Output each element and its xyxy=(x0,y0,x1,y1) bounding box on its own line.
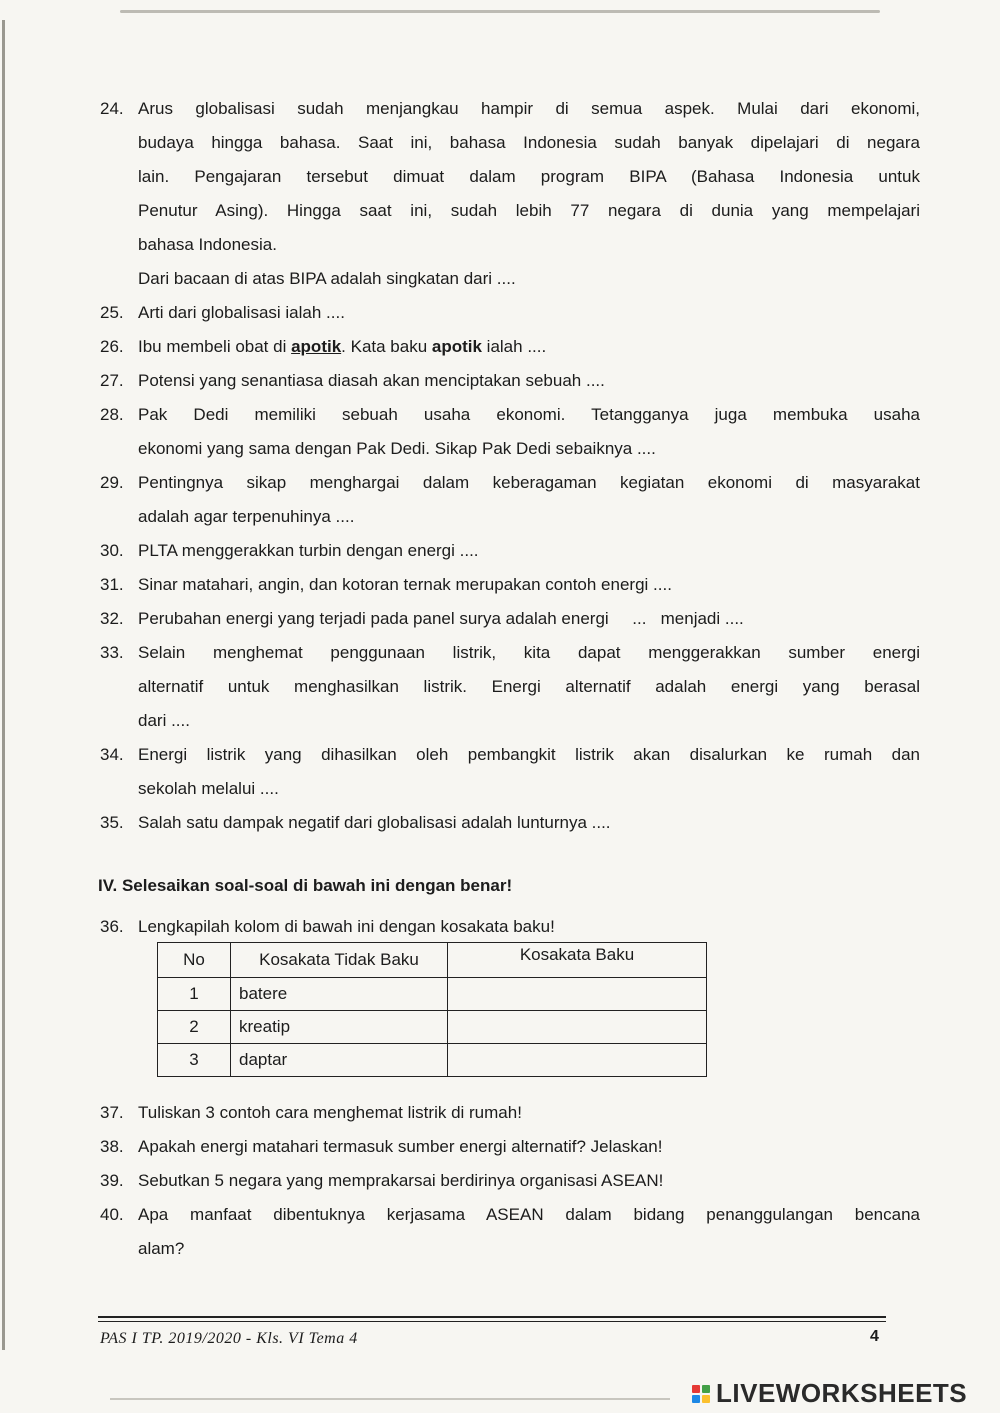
page-number: 4 xyxy=(870,1328,879,1345)
question-number: 30. xyxy=(100,541,124,560)
question-28 xyxy=(100,398,920,466)
question-number: 25. xyxy=(100,303,124,322)
non-standard-word: daptar xyxy=(231,1044,448,1077)
question-line: bahasa Indonesia. xyxy=(138,235,277,254)
question-text xyxy=(138,398,920,466)
question-line: Dari bacaan di atas BIPA adalah singkatan dari .... xyxy=(138,269,516,288)
question-line: lain. Pengajaran tersebut dimuat dalam program BIPA (Bahasa Indonesia untuk xyxy=(138,167,920,186)
question-text xyxy=(138,1096,920,1130)
question-text xyxy=(138,364,920,398)
question-40 xyxy=(100,1198,920,1266)
question-35 xyxy=(100,806,920,840)
keyword-bold: apotik xyxy=(431,337,482,356)
footer-divider xyxy=(98,1316,886,1318)
question-26 xyxy=(100,330,920,364)
question-number: 29. xyxy=(100,473,124,492)
question-32 xyxy=(100,602,920,636)
question-line: ekonomi yang sama dengan Pak Dedi. Sikap Pak Dedi sebaiknya .... xyxy=(138,439,656,458)
question-text xyxy=(138,466,920,534)
question-line: Perubahan energi yang terjadi pada panel surya adalah energi ... menjadi .... xyxy=(138,609,744,628)
question-34 xyxy=(100,738,920,806)
logo-square-green xyxy=(702,1385,710,1393)
question-line: Arus globalisasi sudah menjangkau hampir di semua aspek. Mulai dari ekonomi, xyxy=(138,99,920,118)
question-text xyxy=(138,1164,920,1198)
logo-square-yellow xyxy=(702,1395,710,1403)
non-standard-word: kreatip xyxy=(231,1011,448,1044)
question-line: sekolah melalui .... xyxy=(138,779,279,798)
table-header-row xyxy=(158,943,707,978)
row-number: 2 xyxy=(158,1011,231,1044)
question-number: 36. xyxy=(100,917,124,936)
paper-left-edge xyxy=(2,20,5,1350)
question-25 xyxy=(100,296,920,330)
column-header-no: No xyxy=(158,943,231,978)
question-line: Energi listrik yang dihasilkan oleh pembangkit listrik akan disalurkan ke rumah dan xyxy=(138,745,920,764)
question-line: Penutur Asing). Hingga saat ini, sudah lebih 77 negara di dunia yang mempelajari xyxy=(138,201,920,220)
liveworksheets-watermark xyxy=(692,1378,967,1409)
question-line: adalah agar terpenuhinya .... xyxy=(138,507,355,526)
question-number: 33. xyxy=(100,643,124,662)
logo-square-red xyxy=(692,1385,700,1393)
table-row xyxy=(158,978,707,1011)
question-number: 34. xyxy=(100,745,124,764)
row-number: 3 xyxy=(158,1044,231,1077)
question-24 xyxy=(100,92,920,296)
question-line: Sebutkan 5 negara yang memprakarsai berdirinya organisasi ASEAN! xyxy=(138,1171,664,1190)
table-row xyxy=(158,1044,707,1077)
question-39 xyxy=(100,1164,920,1198)
question-number: 32. xyxy=(100,609,124,628)
question-number: 28. xyxy=(100,405,124,424)
question-line: Tuliskan 3 contoh cara menghemat listrik di rumah! xyxy=(138,1103,522,1122)
question-text-pre: Ibu membeli obat di xyxy=(138,337,292,356)
question-list-a xyxy=(100,92,920,840)
question-list-b xyxy=(100,1096,920,1266)
question-text: Lengkapilah kolom di bawah ini dengan kosakata baku! xyxy=(138,917,555,936)
paper-bottom-edge xyxy=(110,1398,670,1400)
footer-exam-label: PAS I TP. 2019/2020 - Kls. VI Tema 4 xyxy=(100,1330,358,1347)
column-header-non-standard: Kosakata Tidak Baku xyxy=(231,943,448,978)
liveworksheets-logo-icon xyxy=(692,1385,710,1403)
question-line: Sinar matahari, angin, dan kotoran ternak merupakan contoh energi .... xyxy=(138,575,672,594)
question-number: 39. xyxy=(100,1171,124,1190)
question-line: Apakah energi matahari termasuk sumber energi alternatif? Jelaskan! xyxy=(138,1137,663,1156)
question-line: Pak Dedi memiliki sebuah usaha ekonomi. Tetangganya juga membuka usaha xyxy=(138,405,920,424)
footer-divider-thin xyxy=(98,1321,886,1322)
question-text xyxy=(138,602,920,636)
question-text-mid: . Kata baku xyxy=(341,337,432,356)
question-number: 24. xyxy=(100,99,124,118)
paper-top-edge xyxy=(120,10,880,13)
section-iv-title: IV. Selesaikan soal-soal di bawah ini dengan benar! xyxy=(98,876,513,895)
non-standard-word: batere xyxy=(231,978,448,1011)
brand-name: LIVEWORKSHEETS xyxy=(716,1378,968,1408)
question-38 xyxy=(100,1130,920,1164)
standard-word-answer-cell[interactable] xyxy=(448,1011,707,1044)
question-text-post: ialah .... xyxy=(481,337,547,356)
question-text xyxy=(138,296,920,330)
question-text xyxy=(138,330,920,364)
question-number: 26. xyxy=(100,337,124,356)
question-line: Apa manfaat dibentuknya kerjasama ASEAN dalam bidang penanggulangan bencana xyxy=(138,1205,920,1224)
question-number: 38. xyxy=(100,1137,124,1156)
question-text xyxy=(138,636,920,738)
row-number: 1 xyxy=(158,978,231,1011)
question-line: Salah satu dampak negatif dari globalisasi adalah lunturnya .... xyxy=(138,813,611,832)
question-27 xyxy=(100,364,920,398)
question-37 xyxy=(100,1096,920,1130)
question-30 xyxy=(100,534,920,568)
question-line: PLTA menggerakkan turbin dengan energi .... xyxy=(138,541,479,560)
standard-word-answer-cell[interactable] xyxy=(448,978,707,1011)
question-number: 31. xyxy=(100,575,124,594)
question-text xyxy=(138,92,920,296)
logo-square-blue xyxy=(692,1395,700,1403)
question-text xyxy=(138,1198,920,1266)
question-33 xyxy=(100,636,920,738)
question-31 xyxy=(100,568,920,602)
question-text xyxy=(138,1130,920,1164)
question-line: Selain menghemat penggunaan listrik, kita dapat menggerakkan sumber energi xyxy=(138,643,920,662)
question-line: dari .... xyxy=(138,711,190,730)
question-line: budaya hingga bahasa. Saat ini, bahasa Indonesia sudah banyak dipelajari di negara xyxy=(138,133,920,152)
column-header-standard: Kosakata Baku xyxy=(448,943,707,978)
question-29 xyxy=(100,466,920,534)
question-number: 40. xyxy=(100,1205,124,1224)
question-number: 37. xyxy=(100,1103,124,1122)
question-text xyxy=(138,806,920,840)
question-line: Pentingnya sikap menghargai dalam keberagaman kegiatan ekonomi di masyarakat xyxy=(138,473,920,492)
keyword-underlined: apotik xyxy=(291,337,342,356)
question-line: alam? xyxy=(138,1239,185,1258)
question-line: Arti dari globalisasi ialah .... xyxy=(138,303,345,322)
question-text xyxy=(138,534,920,568)
table-row xyxy=(158,1011,707,1044)
question-text xyxy=(138,568,920,602)
standard-word-answer-cell[interactable] xyxy=(448,1044,707,1077)
question-text xyxy=(138,738,920,806)
question-number: 27. xyxy=(100,371,124,390)
question-36 xyxy=(100,910,920,944)
question-line: alternatif untuk menghasilkan listrik. Energi alternatif adalah energi yang berasal xyxy=(138,677,920,696)
question-number: 35. xyxy=(100,813,124,832)
question-line: Potensi yang senantiasa diasah akan menciptakan sebuah .... xyxy=(138,371,605,390)
vocabulary-table xyxy=(157,942,707,1077)
